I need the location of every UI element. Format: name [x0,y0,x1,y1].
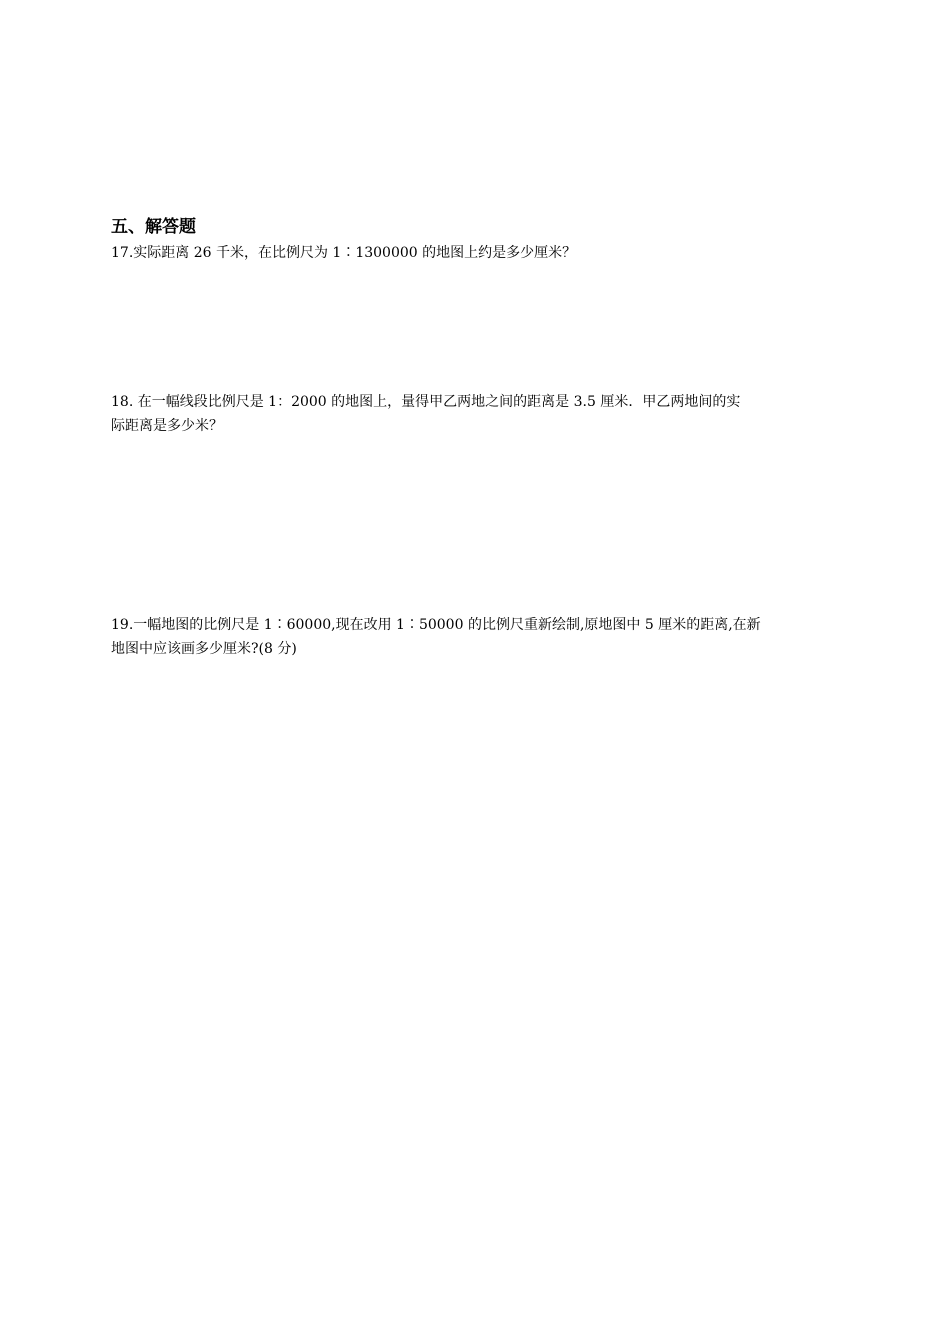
question-18-line-2: 际距离是多少米？ [111,418,223,434]
question-19 [111,613,846,661]
question-19-line-2: 地图中应该画多少厘米?(8 分) [111,641,297,657]
section-heading: 五、解答题 [111,217,196,237]
question-19-line-1: 19.一幅地图的比例尺是 1∶60000,现在改用 1∶50000 的比例尺重新绘制,原地图中 5 厘米的距离,在新 [111,617,761,633]
question-17 [111,241,846,265]
question-18 [111,390,846,438]
question-17-line-1: 17.实际距离 26 千米，在比例尺为 1∶1300000 的地图上约是多少厘米？ [111,245,577,261]
question-18-line-1: 18. 在一幅线段比例尺是 1：2000 的地图上，量得甲乙两地之间的距离是 3.5 厘米．甲乙两地间的实 [111,394,741,410]
